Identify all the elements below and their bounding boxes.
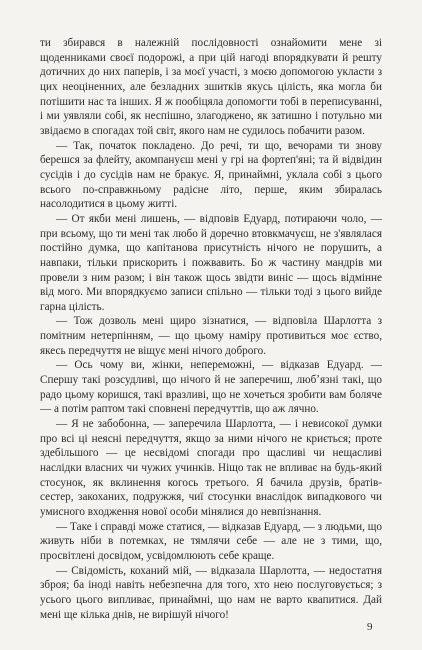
paragraph: — Ось чому ви, жінки, непереможні, — відказав Едуард. — Спершу такі розсудливі, що нічого й не заперечиш, любʼязні такі, що радо цьому коришся, такі вразливі, що не хочеться зробити вам боляче — а потім раптом такі сповнені передчуттів, що аж лячно. xyxy=(40,359,382,416)
paragraph: ти збирався в належній послідовності ознайомити мене зі щоденниками своєї подорожі, а при цій нагоді впорядкувати й решту дотичних до них паперів, і за моєї участі, з моєю допомогою укласти з цих неоціненних, але безладних зшитків якусь цілість, яка могла би потішити нас та інших. Я ж пообіцяла допомогти тобі в переписуванні, і ми уявляли собі, як неспішно, злагоджено, як затишно і потульно ми звідаємо в спогадах той світ, якого нам не судилось побачити разом. xyxy=(40,37,382,137)
paragraph: — Я не забобонна, — заперечила Шарлотта, — і невисокої думки про всі ці неясні передчуття, якщо за ними нічого не криється; проте здебільшого — це несвідомі спогади про щасливі чи нещасливі наслідки власних чи чужих учинків. Ніщо так не впливає на будь-який стосунок, як вклинення когось третього. Я бачила друзів, братів-сестер, закоханих, подружжя, чиї стосунки внаслідок випадкового чи умисного входження нової особи мінялися до невпізнання. xyxy=(40,418,382,518)
paragraph: — От якби мені лишень, — відповів Едуард, потираючи чоло, — при всьому, що ти мені так любо й доречно втовкмачуєш, не з'являлася постійно думка, що капітанова присутність нічого не порушить, а навпаки, тільки прискорить і пожвавить. Бо ж частину мандрів ми провели з ним разом; і він також щось звідти виніс — щось відмінне від мого. Ми впорядкуємо записи спільно — тільки тоді з цього вийде гарна цілість. xyxy=(40,212,382,313)
paragraph: — Так, початок покладено. До речі, ти що, вечорами ти знову берешся за флейту, акомпануєш мені у грі на фортеп'яні; та й відвідин сусідів і до сусідів нам не бракує. Я, принаймні, уклала собі з цього всього по-справжньому радісне літо, перше, яким збиралась насолодитися в цьому житті. xyxy=(40,139,382,211)
paragraph: — Свідомість, коханий мій, — відказала Шарлотта, — недостатня зброя; ба іноді навіть небезпечна для того, хто нею послуговується; з усього цього випливає, принаймні, що нам не варто квапитися. Дай мені ще кілька днів, не вирішуй нічого! xyxy=(40,564,382,621)
paragraph: — Таке і справді може статися, — відказав Едуард, — з людьми, що живуть ніби в потемках, не тямлячи себе — але не з тими, що, просвітлені досвідом, усвідомлюють себе краще. xyxy=(40,520,382,562)
body-text xyxy=(40,36,382,622)
paragraph: — Тож дозволь мені щиро зізнатися, — відповіла Шарлотта з помітним нетерпінням, — що цьому наміру противиться моє єство, якесь передчуття не віщує мені нічого доброго. xyxy=(40,315,382,357)
page-number: 9 xyxy=(367,621,373,633)
